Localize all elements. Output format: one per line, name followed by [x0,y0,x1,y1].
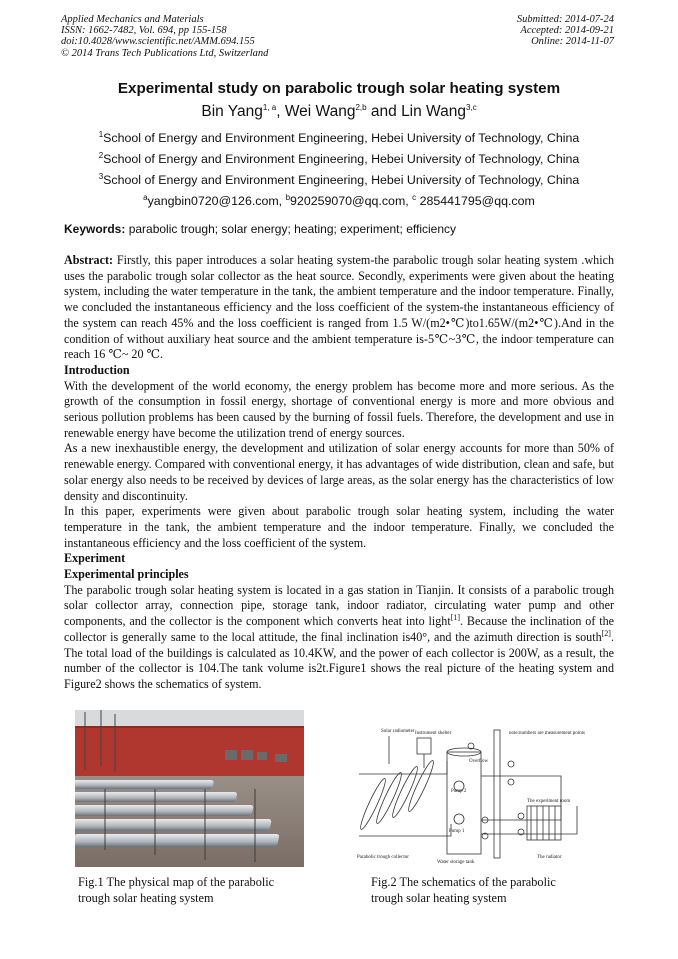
doi: doi:10.4028/www.scientific.net/AMM.694.155 [61,36,255,48]
email-sup: b [285,192,291,202]
keywords-text: parabolic trough; solar energy; heating; experiment; efficiency [125,222,456,236]
affiliation-1 [0,131,678,145]
online-date: Online: 2014-11-07 [531,36,614,48]
dates-header [517,14,614,48]
keywords-label: Keywords: [64,222,126,236]
author-sup: 2,b [355,102,367,112]
principles-text: . Because the inclination of the collector is generally same to the local attitude, the final inclination is40°, and the azimuth direction is south [64,614,615,644]
fig2-label-shelter: Instrument shelter [415,731,452,736]
fig2-label-radiometer: Solar radiometer [381,729,415,734]
aff-text: School of Energy and Environment Engineering, Hebei University of Technology, China [103,131,580,145]
citation: [2] [601,628,611,638]
fig2-label-pump1: Pump 1 [449,829,465,834]
figure-1-photo [75,710,304,867]
submitted-date: Submitted: 2014-07-24 [516,14,614,25]
fig2-label-overflow: Overflow [469,759,489,764]
email-sup: c [412,192,417,202]
aff-sup: 3 [98,171,104,181]
keywords [64,222,456,236]
aff-sup: 1 [98,129,104,139]
email-c: 285441795@qq.com [416,194,535,208]
abstract-text: Firstly, this paper introduces a solar heating system-the parabolic trough solar heating system .which uses the parabolic trough solar collector as the heat source. Secondly, experiments were given about the heating system, including the water temperature in the tank, the ambient temperature and the indoor temperature. Finally, we concluded the instantaneous efficiency and the loss coefficient of the system-the instantaneous efficiency of the system can reach 45% and the loss coefficient is ranged from 1.5 W/(m2•℃)to1.65W/(m2•℃).And in the condition of without auxiliary heat source and the ambient temperature is-5℃~3℃, the indoor temperature can reach 16 ℃~ 20 ℃. [64,253,614,362]
affiliation-3 [0,173,678,187]
fig2-label-room: The experiment room [527,799,571,804]
abstract-label: Abstract: [64,253,114,267]
aff-text: School of Energy and Environment Engineering, Hebei University of Technology, China [103,173,580,187]
fig2-label-tank: Water storage tank [437,860,475,865]
aff-sup: 2 [98,150,104,160]
principles-text: . The total load of the buildings is calculated as 10.4KW, and the power of each collector is 200W, as a result, the number of the collector is 104.The tank volume is2t.Figure1 shows the real picture of the heating system and Figure2 shows the schematics of system. [64,629,614,691]
citation: [1] [450,613,461,623]
author-name: Bin Yang [201,103,263,120]
figure-2-caption: Fig.2 The schematics of the parabolic trough solar heating system [371,875,556,905]
principles-paragraph [64,583,614,693]
heating-system-schematic [351,716,615,866]
journal-name: Applied Mechanics and Materials [61,14,204,25]
introduction-heading: Introduction [64,362,130,377]
email-b: 920259070@qq.com, [290,194,413,208]
authors [0,103,678,121]
author-name: Lin Wang [401,103,466,120]
fig2-label-pump2: Pump 2 [451,789,467,794]
figure-1-caption: Fig.1 The physical map of the parabolic trough solar heating system [78,875,275,905]
emails [0,194,678,208]
intro-paragraph-1: With the development of the world economy, the energy problem has become more and more serious. As the growth of the consumption in fossil energy, shortage of conventional energy is more and more obvious and serious pollution problems has been caused by the burning of fossil fuels. Therefore, the development and use in renewable energy have become the utilization trend of energy sources. [64,378,614,440]
author-sep: , [276,103,285,120]
email-a: yangbin0720@126.com, [147,194,286,208]
affiliation-2 [0,152,678,166]
fig2-label-radiator: The radiator [537,855,562,860]
author-sep: and [366,103,402,120]
issn: ISSN: 1662-7482, Vol. 694, pp 155-158 [61,25,227,37]
principles-text: The parabolic trough solar heating system is located in a gas station in Tianjin. It consists of a parabolic trough solar collector array, connection pipe, storage tank, indoor radiator, circulating water pump and other components, and the collector is the component which converts heat into light [64,582,614,629]
principles-heading: Experimental principles [64,567,189,582]
email-sup: a [143,192,148,202]
abstract [64,253,614,363]
accepted-date: Accepted: 2014-09-21 [520,25,614,37]
intro-paragraph-2: As a new inexhaustible energy, the development and utilization of solar energy accounts for more than 50% of renewable energy. Compared with conventional energy, it has advantages of wide distribution, clean and safe, but solar energy also needs to be received by devices of large areas, as the solar energy has the characteristics of low density and discontinuity. [64,441,614,503]
author-name: Wei Wang [284,103,356,120]
solar-collector-photo [75,710,304,867]
paper-title: Experimental study on parabolic trough solar heating system [117,80,561,97]
author-sup: 3,c [465,102,477,112]
aff-text: School of Energy and Environment Engineering, Hebei University of Technology, China [103,152,580,166]
author-sup: 1, a [262,102,277,112]
fig2-label-collector: Parabolic trough collector [357,855,409,860]
journal-header [61,14,268,59]
body-text [64,253,614,693]
fig2-label-note: note:numbers are measurement points [509,731,585,736]
figure-2-schematic [351,716,615,866]
copyright: © 2014 Trans Tech Publications Ltd, Switzerland [61,47,269,59]
experiment-heading: Experiment [64,551,126,566]
intro-paragraph-3: In this paper, experiments were given about parabolic trough solar heating system, including the water temperature in the tank, the ambient temperature and the indoor temperature. Finally, we concluded the instantaneous efficiency and the loss coefficient of the system. [64,504,614,550]
